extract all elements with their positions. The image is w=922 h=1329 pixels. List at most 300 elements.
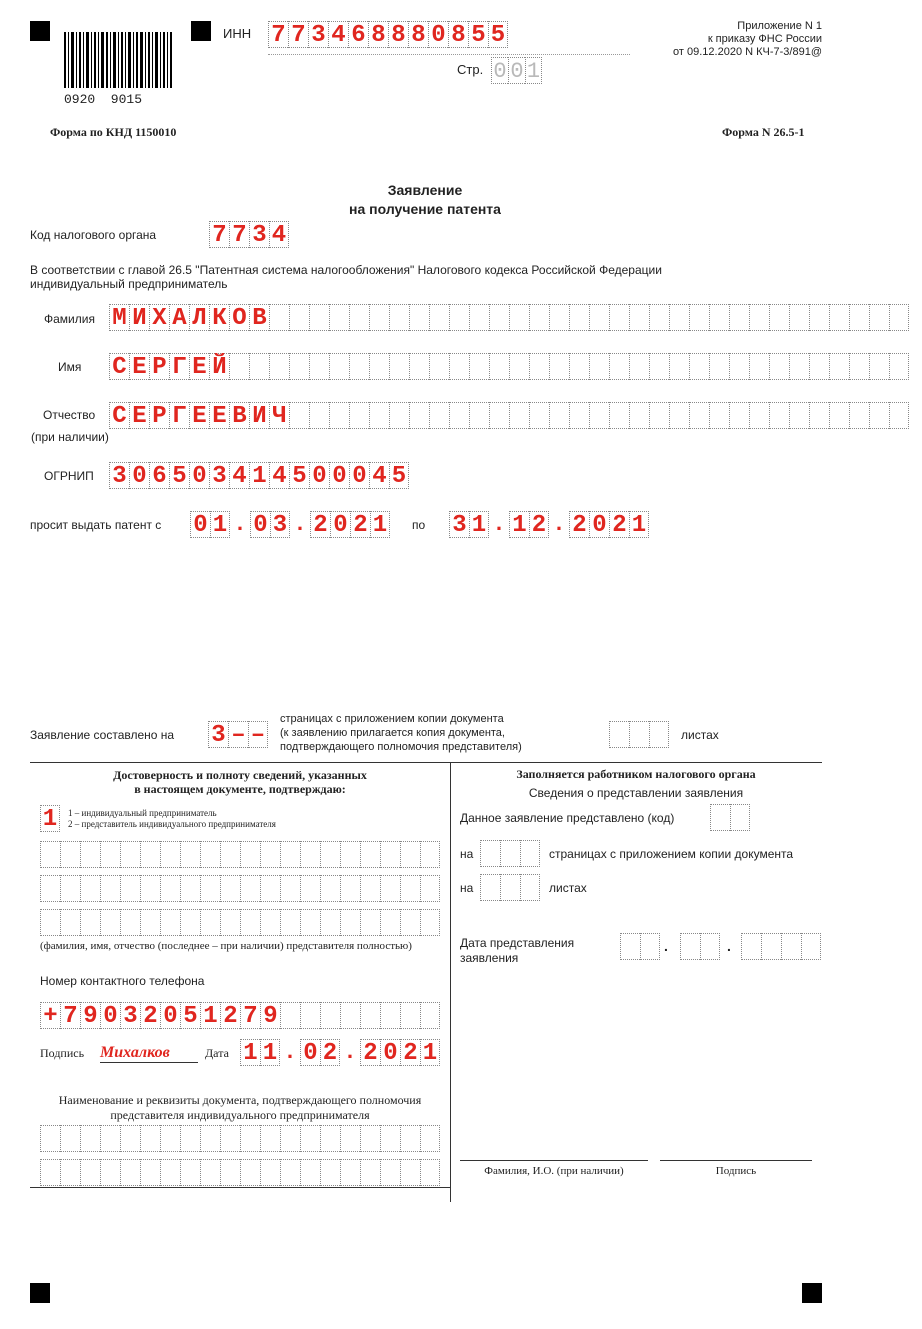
surname-cell[interactable] (869, 304, 889, 331)
fio-cell[interactable] (60, 841, 80, 868)
name-cell[interactable] (669, 353, 689, 380)
patronymic-cell[interactable] (309, 402, 329, 429)
fio-cell[interactable] (140, 875, 160, 902)
doc-cell[interactable] (240, 1159, 260, 1186)
surname-cell[interactable]: В (249, 304, 269, 331)
surname-cell[interactable] (289, 304, 309, 331)
patronymic-cell[interactable] (449, 402, 469, 429)
date-part[interactable] (240, 1039, 280, 1067)
fio-cell[interactable] (180, 841, 200, 868)
surname-cell[interactable] (889, 304, 909, 331)
doc-cell[interactable] (420, 1125, 440, 1152)
office-pages-cells[interactable] (480, 840, 540, 868)
phone-cell[interactable]: 7 (60, 1002, 80, 1029)
ogrnip-cell[interactable]: 6 (149, 462, 169, 489)
fio-cell[interactable] (160, 909, 180, 936)
fio-cell[interactable] (220, 841, 240, 868)
date-digit-cell[interactable]: 2 (310, 511, 330, 538)
doc-cell[interactable] (360, 1159, 380, 1186)
date-part[interactable] (310, 511, 390, 539)
fio-cell[interactable] (180, 875, 200, 902)
date-digit-cell[interactable]: 2 (569, 511, 589, 538)
name-cell[interactable] (509, 353, 529, 380)
fio-cell[interactable] (200, 841, 220, 868)
name-cell[interactable] (529, 353, 549, 380)
phone-cell[interactable] (280, 1002, 300, 1029)
surname-cell[interactable]: К (209, 304, 229, 331)
patronymic-cell[interactable] (389, 402, 409, 429)
fio-cell[interactable] (140, 841, 160, 868)
date-part[interactable] (300, 1039, 340, 1067)
ogrnip-cell[interactable]: 0 (129, 462, 149, 489)
surname-cell[interactable] (569, 304, 589, 331)
name-cell[interactable] (689, 353, 709, 380)
doc-cell[interactable] (120, 1159, 140, 1186)
pages-cell[interactable]: 3 (208, 721, 228, 748)
fio-cell[interactable] (400, 875, 420, 902)
patronymic-cell[interactable]: Е (189, 402, 209, 429)
tax-office-code-cells[interactable] (209, 221, 289, 249)
ogrnip-cell[interactable]: 0 (309, 462, 329, 489)
date-digit-cell[interactable]: 0 (300, 1039, 320, 1066)
date-digit-cell[interactable]: 2 (360, 1039, 380, 1066)
doc-cell[interactable] (340, 1125, 360, 1152)
fio-cell[interactable] (340, 909, 360, 936)
phone-cell[interactable] (360, 1002, 380, 1029)
sub-year-cell[interactable] (781, 933, 801, 960)
fio-cell[interactable] (300, 909, 320, 936)
doc-cell[interactable] (380, 1125, 400, 1152)
name-cell[interactable] (849, 353, 869, 380)
phone-cell[interactable]: 1 (200, 1002, 220, 1029)
patronymic-cell[interactable] (849, 402, 869, 429)
surname-cell[interactable] (809, 304, 829, 331)
pages-count-cells[interactable] (208, 721, 268, 749)
doc-cell[interactable] (80, 1159, 100, 1186)
patronymic-cell[interactable] (829, 402, 849, 429)
surname-cell[interactable]: И (129, 304, 149, 331)
name-cell[interactable] (749, 353, 769, 380)
phone-cell[interactable]: 9 (260, 1002, 280, 1029)
sub-day-cell[interactable] (620, 933, 640, 960)
inn-cell[interactable]: 5 (468, 21, 488, 48)
patronymic-cell[interactable] (289, 402, 309, 429)
representative-fio-row-1[interactable] (40, 841, 440, 869)
fio-cell[interactable] (340, 875, 360, 902)
doc-cell[interactable] (280, 1159, 300, 1186)
date-digit-cell[interactable]: 0 (380, 1039, 400, 1066)
fio-cell[interactable] (220, 909, 240, 936)
patronymic-cell[interactable] (869, 402, 889, 429)
doc-cell[interactable] (200, 1159, 220, 1186)
name-cell[interactable] (809, 353, 829, 380)
name-cells[interactable] (109, 353, 909, 381)
fio-cell[interactable] (120, 875, 140, 902)
patronymic-cell[interactable] (889, 402, 909, 429)
sign-date-cells[interactable] (240, 1039, 440, 1067)
fio-cell[interactable] (280, 841, 300, 868)
tax-code-cell[interactable]: 7 (209, 221, 229, 248)
surname-cell[interactable] (849, 304, 869, 331)
doc-cell[interactable] (220, 1159, 240, 1186)
doc-cell[interactable] (60, 1125, 80, 1152)
patronymic-cell[interactable] (489, 402, 509, 429)
fio-cell[interactable] (380, 841, 400, 868)
fio-cell[interactable] (300, 875, 320, 902)
patronymic-cell[interactable]: И (249, 402, 269, 429)
fio-cell[interactable] (80, 875, 100, 902)
office-pages-cell[interactable] (480, 840, 500, 867)
doc-cell[interactable] (100, 1159, 120, 1186)
ogrnip-cell[interactable]: 5 (289, 462, 309, 489)
fio-cell[interactable] (240, 909, 260, 936)
patronymic-cell[interactable] (429, 402, 449, 429)
date-part[interactable] (569, 511, 649, 539)
ogrnip-cell[interactable]: 1 (249, 462, 269, 489)
surname-cell[interactable] (729, 304, 749, 331)
patronymic-cell[interactable]: Е (129, 402, 149, 429)
patronymic-cell[interactable] (369, 402, 389, 429)
name-cell[interactable] (369, 353, 389, 380)
doc-cell[interactable] (180, 1125, 200, 1152)
name-cell[interactable]: Г (169, 353, 189, 380)
doc-cell[interactable] (140, 1159, 160, 1186)
date-part[interactable] (360, 1039, 440, 1067)
fio-cell[interactable] (240, 841, 260, 868)
sheets-count-cells[interactable] (609, 721, 669, 749)
inn-cell[interactable]: 8 (368, 21, 388, 48)
phone-cell[interactable] (400, 1002, 420, 1029)
surname-cell[interactable]: М (109, 304, 129, 331)
phone-cell[interactable]: 9 (80, 1002, 100, 1029)
signer-cell[interactable]: 1 (40, 805, 60, 832)
ogrnip-cell[interactable]: 0 (329, 462, 349, 489)
name-cell[interactable] (489, 353, 509, 380)
page-cell[interactable]: 0 (491, 57, 508, 84)
date-digit-cell[interactable]: 2 (609, 511, 629, 538)
fio-cell[interactable] (120, 841, 140, 868)
inn-cell[interactable]: 6 (348, 21, 368, 48)
fio-cell[interactable] (160, 875, 180, 902)
fio-cell[interactable] (420, 875, 440, 902)
patronymic-cell[interactable]: С (109, 402, 129, 429)
doc-cell[interactable] (320, 1159, 340, 1186)
fio-cell[interactable] (260, 841, 280, 868)
name-cell[interactable] (769, 353, 789, 380)
fio-cell[interactable] (100, 909, 120, 936)
name-cell[interactable]: Р (149, 353, 169, 380)
fio-cell[interactable] (60, 909, 80, 936)
surname-cell[interactable] (349, 304, 369, 331)
name-cell[interactable] (389, 353, 409, 380)
name-cell[interactable] (229, 353, 249, 380)
surname-cell[interactable]: Х (149, 304, 169, 331)
phone-cell[interactable]: 0 (100, 1002, 120, 1029)
patronymic-cell[interactable] (669, 402, 689, 429)
doc-cell[interactable] (240, 1125, 260, 1152)
surname-cell[interactable]: О (229, 304, 249, 331)
doc-cell[interactable] (420, 1159, 440, 1186)
fio-cell[interactable] (280, 909, 300, 936)
patronymic-cell[interactable] (789, 402, 809, 429)
patronymic-cell[interactable] (729, 402, 749, 429)
fio-cell[interactable] (360, 909, 380, 936)
office-sheets-cell[interactable] (520, 874, 540, 901)
sheets-cell[interactable] (649, 721, 669, 748)
date-part[interactable] (509, 511, 549, 539)
fio-cell[interactable] (40, 875, 60, 902)
name-cell[interactable]: С (109, 353, 129, 380)
name-cell[interactable] (309, 353, 329, 380)
period-from-cells[interactable] (190, 511, 390, 539)
doc-cell[interactable] (180, 1159, 200, 1186)
fio-cell[interactable] (360, 875, 380, 902)
doc-cell[interactable] (340, 1159, 360, 1186)
surname-cell[interactable] (629, 304, 649, 331)
fio-cell[interactable] (320, 909, 340, 936)
patronymic-cell[interactable]: В (229, 402, 249, 429)
fio-cell[interactable] (260, 909, 280, 936)
phone-cell[interactable]: 2 (140, 1002, 160, 1029)
fio-cell[interactable] (120, 909, 140, 936)
signer-code-cell[interactable] (40, 805, 60, 833)
surname-cell[interactable] (769, 304, 789, 331)
phone-cell[interactable] (420, 1002, 440, 1029)
sheets-cell[interactable] (609, 721, 629, 748)
patronymic-cell[interactable] (809, 402, 829, 429)
name-cell[interactable]: Е (129, 353, 149, 380)
phone-cell[interactable] (380, 1002, 400, 1029)
date-digit-cell[interactable]: 3 (270, 511, 290, 538)
inn-cell[interactable]: 3 (308, 21, 328, 48)
patronymic-cell[interactable] (529, 402, 549, 429)
patronymic-cell[interactable] (769, 402, 789, 429)
surname-cell[interactable] (589, 304, 609, 331)
inn-cell[interactable]: 4 (328, 21, 348, 48)
fio-cell[interactable] (80, 841, 100, 868)
inn-cell[interactable]: 8 (388, 21, 408, 48)
name-cell[interactable] (349, 353, 369, 380)
name-cell[interactable] (869, 353, 889, 380)
office-pages-cell[interactable] (520, 840, 540, 867)
fio-cell[interactable] (300, 841, 320, 868)
doc-cell[interactable] (400, 1125, 420, 1152)
surname-cell[interactable] (309, 304, 329, 331)
ogrnip-cell[interactable]: 0 (349, 462, 369, 489)
name-cell[interactable] (549, 353, 569, 380)
patronymic-cell[interactable] (649, 402, 669, 429)
patronymic-cell[interactable] (509, 402, 529, 429)
patronymic-cell[interactable]: Ч (269, 402, 289, 429)
date-digit-cell[interactable]: 0 (330, 511, 350, 538)
doc-cell[interactable] (60, 1159, 80, 1186)
surname-cell[interactable] (489, 304, 509, 331)
doc-cell[interactable] (280, 1125, 300, 1152)
doc-cell[interactable] (300, 1159, 320, 1186)
phone-cell[interactable] (340, 1002, 360, 1029)
surname-cell[interactable] (789, 304, 809, 331)
date-digit-cell[interactable]: 0 (589, 511, 609, 538)
representative-fio-row-2[interactable] (40, 875, 440, 903)
date-digit-cell[interactable]: 2 (320, 1039, 340, 1066)
doc-cell[interactable] (100, 1125, 120, 1152)
fio-cell[interactable] (280, 875, 300, 902)
doc-cell[interactable] (160, 1125, 180, 1152)
patronymic-cell[interactable] (329, 402, 349, 429)
inn-cell[interactable]: 5 (488, 21, 508, 48)
date-digit-cell[interactable]: 1 (370, 511, 390, 538)
fio-cell[interactable] (320, 841, 340, 868)
patronymic-cell[interactable] (349, 402, 369, 429)
doc-cell[interactable] (380, 1159, 400, 1186)
tax-code-cell[interactable]: 3 (249, 221, 269, 248)
name-cell[interactable] (729, 353, 749, 380)
sub-year-cell[interactable] (741, 933, 761, 960)
fio-cell[interactable] (340, 841, 360, 868)
pages-cell[interactable]: – (248, 721, 268, 748)
date-part[interactable] (449, 511, 489, 539)
sub-day-cell[interactable] (640, 933, 660, 960)
patronymic-cell[interactable] (609, 402, 629, 429)
doc-cell[interactable] (220, 1125, 240, 1152)
phone-cell[interactable] (320, 1002, 340, 1029)
patronymic-cell[interactable] (569, 402, 589, 429)
fio-cell[interactable] (200, 875, 220, 902)
surname-cell[interactable] (429, 304, 449, 331)
surname-cell[interactable] (369, 304, 389, 331)
fio-cell[interactable] (140, 909, 160, 936)
patronymic-cell[interactable] (469, 402, 489, 429)
fio-cell[interactable] (100, 841, 120, 868)
submission-date-day-cells[interactable] (620, 933, 660, 961)
phone-cell[interactable]: 0 (160, 1002, 180, 1029)
name-cell[interactable] (709, 353, 729, 380)
period-to-cells[interactable] (449, 511, 649, 539)
ogrnip-cell[interactable]: 3 (109, 462, 129, 489)
patronymic-cell[interactable] (549, 402, 569, 429)
surname-cell[interactable] (709, 304, 729, 331)
ogrnip-cell[interactable]: 3 (209, 462, 229, 489)
surname-cells[interactable] (109, 304, 909, 332)
page-number-cells[interactable] (491, 57, 542, 85)
patronymic-cell[interactable] (409, 402, 429, 429)
ogrnip-cells[interactable] (109, 462, 409, 490)
doc-cell[interactable] (360, 1125, 380, 1152)
surname-cell[interactable] (269, 304, 289, 331)
date-digit-cell[interactable]: 0 (250, 511, 270, 538)
doc-cell[interactable] (40, 1125, 60, 1152)
fio-cell[interactable] (260, 875, 280, 902)
representative-fio-row-3[interactable] (40, 909, 440, 937)
inn-cell[interactable]: 8 (408, 21, 428, 48)
surname-cell[interactable] (409, 304, 429, 331)
fio-cell[interactable] (420, 909, 440, 936)
fio-cell[interactable] (320, 875, 340, 902)
doc-cell[interactable] (140, 1125, 160, 1152)
patronymic-cell[interactable]: Е (209, 402, 229, 429)
phone-cell[interactable] (300, 1002, 320, 1029)
name-cell[interactable] (649, 353, 669, 380)
submission-code-cells[interactable] (710, 804, 750, 832)
name-cell[interactable] (789, 353, 809, 380)
sheets-cell[interactable] (629, 721, 649, 748)
doc-cell[interactable] (260, 1125, 280, 1152)
date-digit-cell[interactable]: 0 (190, 511, 210, 538)
ogrnip-cell[interactable]: 4 (369, 462, 389, 489)
fio-cell[interactable] (180, 909, 200, 936)
ogrnip-cell[interactable]: 5 (389, 462, 409, 489)
sub-month-cell[interactable] (680, 933, 700, 960)
date-digit-cell[interactable]: 2 (350, 511, 370, 538)
doc-cell[interactable] (120, 1125, 140, 1152)
doc-cell[interactable] (80, 1125, 100, 1152)
name-cell[interactable] (429, 353, 449, 380)
doc-cell[interactable] (40, 1159, 60, 1186)
submission-date-year-cells[interactable] (741, 933, 821, 961)
patronymic-cell[interactable] (749, 402, 769, 429)
fio-cell[interactable] (400, 909, 420, 936)
name-cell[interactable] (409, 353, 429, 380)
date-digit-cell[interactable]: 1 (509, 511, 529, 538)
surname-cell[interactable]: А (169, 304, 189, 331)
office-sheets-cell[interactable] (500, 874, 520, 901)
ogrnip-cell[interactable]: 0 (189, 462, 209, 489)
surname-cell[interactable] (829, 304, 849, 331)
date-digit-cell[interactable]: 2 (400, 1039, 420, 1066)
surname-cell[interactable] (469, 304, 489, 331)
patronymic-cell[interactable] (689, 402, 709, 429)
surname-cell[interactable]: Л (189, 304, 209, 331)
patronymic-cell[interactable] (629, 402, 649, 429)
sub-year-cell[interactable] (761, 933, 781, 960)
patronymic-cells[interactable] (109, 402, 909, 430)
fio-cell[interactable] (400, 841, 420, 868)
inn-cell[interactable]: 7 (288, 21, 308, 48)
office-pages-cell[interactable] (500, 840, 520, 867)
office-sheets-cell[interactable] (480, 874, 500, 901)
date-digit-cell[interactable]: 1 (420, 1039, 440, 1066)
name-cell[interactable] (589, 353, 609, 380)
pages-cell[interactable]: – (228, 721, 248, 748)
phone-cells[interactable] (40, 1002, 440, 1030)
fio-cell[interactable] (80, 909, 100, 936)
surname-cell[interactable] (609, 304, 629, 331)
inn-cell[interactable]: 7 (268, 21, 288, 48)
date-part[interactable] (250, 511, 290, 539)
tax-code-cell[interactable]: 7 (229, 221, 249, 248)
surname-cell[interactable] (509, 304, 529, 331)
office-sheets-cells[interactable] (480, 874, 540, 902)
name-cell[interactable] (569, 353, 589, 380)
name-cell[interactable] (469, 353, 489, 380)
fio-cell[interactable] (200, 909, 220, 936)
patronymic-cell[interactable]: Р (149, 402, 169, 429)
fio-cell[interactable] (40, 909, 60, 936)
name-cell[interactable] (269, 353, 289, 380)
name-cell[interactable] (629, 353, 649, 380)
fio-cell[interactable] (240, 875, 260, 902)
doc-cell[interactable] (260, 1159, 280, 1186)
inn-cells[interactable] (268, 21, 508, 49)
name-cell[interactable]: Е (189, 353, 209, 380)
ogrnip-cell[interactable]: 4 (229, 462, 249, 489)
fio-cell[interactable] (220, 875, 240, 902)
date-digit-cell[interactable]: 2 (529, 511, 549, 538)
name-cell[interactable] (609, 353, 629, 380)
date-digit-cell[interactable]: 1 (240, 1039, 260, 1066)
fio-cell[interactable] (420, 841, 440, 868)
ogrnip-cell[interactable]: 4 (269, 462, 289, 489)
